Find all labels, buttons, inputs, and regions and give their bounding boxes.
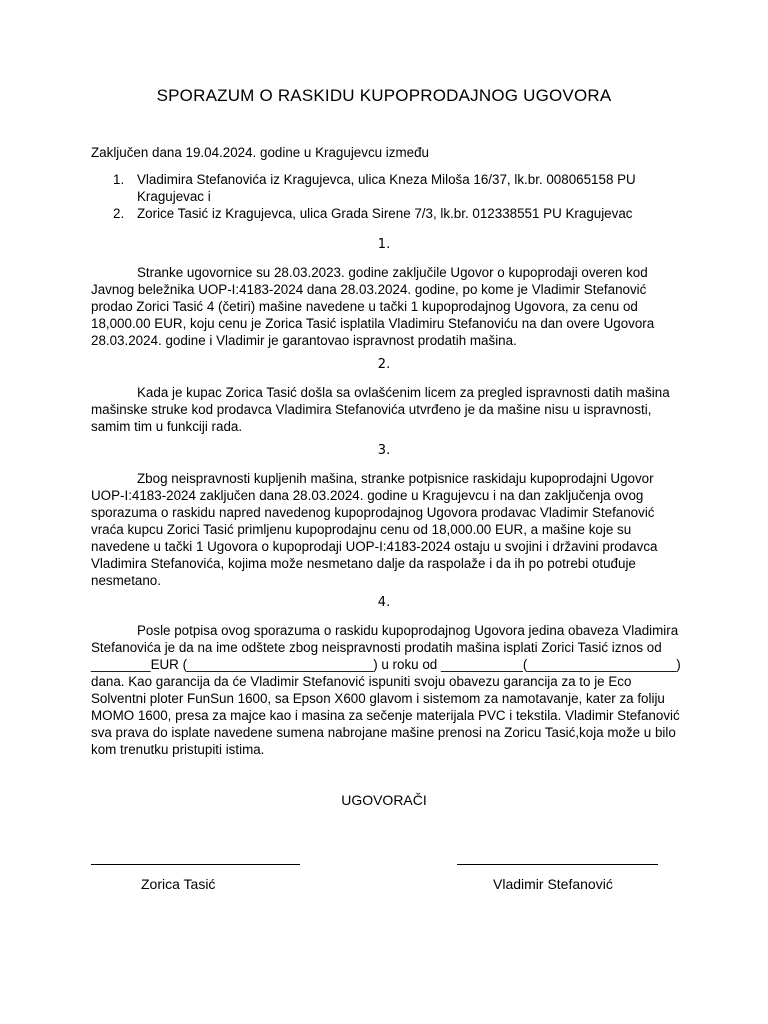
party-number: 2. bbox=[113, 206, 125, 221]
signer-name-left: Zorica Tasić bbox=[141, 876, 216, 892]
signers-heading: UGOVORAČI bbox=[341, 792, 427, 808]
section-4 bbox=[91, 622, 681, 758]
intro-line: Zaključen dana 19.04.2024. godine u Kragujevcu između bbox=[91, 145, 429, 160]
section-2 bbox=[91, 384, 681, 435]
section-paragraph: Posle potpisa ovog sporazuma o raskidu kupoprodajnog Ugovora jedina obaveza Vladimira Stefanovića je da na ime odštete zbog neispravnosti prodatih mašina isplati Zorici Tasić iznos od ________EUR (_________________________) u roku od ___________(____________________) dana. Kao garancija da će Vladimir Stefanović ispuniti svoju obavezu garancija za to je Eco Solventni ploter FunSun 1600, sa Epson X600 glavom i sistemom za namotavanje, kater za foliju MOMO 1600, presa za majce kao i masina za sečenje materijala PVC i tekstila. Vladimir Stefanović sva prava do isplate navedene sumena nabrojane mašine prenosi na Zoricu Tasić,koja može u bilo kom trenutku pristupiti istima. bbox=[91, 623, 681, 757]
section-paragraph: Zbog neispravnosti kupljenih mašina, stranke potpisnice raskidaju kupoprodajni Ugovor UOP-I:4183-2024 zaključen dana 28.03.2024. godine u Kragujevcu i na dan zaključenja ovog sporazuma o raskidu napred navedenog kupoprodajnog Ugovora prodavac Vladimir Stefanović vraća kupcu Zorici Tasić primljenu kupoprodajnu cenu od 18,000.00 EUR, a mašine koje su navedene u tački 1 Ugovora o kupoprodaji UOP-I:4183-2024 ostaju u svojini i državini prodavca Vladimira Stefanovića, kojima može nesmetano dalje da raspolaže i da ih po potrebi otuđuje nesmetano. bbox=[91, 471, 658, 588]
signer-name-right: Vladimir Stefanović bbox=[493, 876, 613, 892]
party-number: 1. bbox=[113, 172, 125, 187]
section-1 bbox=[91, 264, 681, 349]
section-number-3: 3. bbox=[377, 443, 391, 458]
section-paragraph: Kada je kupac Zorica Tasić došla sa ovlašćenim licem za pregled ispravnosti datih mašina mašinske struke kod prodavca Vladimira Stefanovića utvrđeno je da mašine nisu u ispravnosti, samim tim u funkciji rada. bbox=[91, 385, 670, 434]
section-number-2: 2. bbox=[377, 357, 391, 372]
signature-line-right bbox=[457, 864, 658, 865]
party-text: Vladimira Stefanovića iz Kragujevca, ulica Kneza Miloša 16/37, lk.br. 008065158 PU Kragujevac i bbox=[137, 172, 636, 204]
section-number-1: 1. bbox=[377, 237, 391, 252]
section-paragraph: Stranke ugovornice su 28.03.2023. godine zaključile Ugovor o kupoprodaji overen kod Javnog beležnika UOP-I:4183-2024 dana 28.03.2024. godine, po kome je Vladimir Stefanović prodao Zorici Tasić 4 (četiri) mašine navedene u tački 1 kupoprodajnog Ugovora, za cenu od 18,000.00 EUR, koju cenu je Zorica Tasić isplatila Vladimiru Stefanoviću na dan overe Ugovora 28.03.2024. godine i Vladimir je garantovao ispravnost prodatih mašina. bbox=[91, 265, 655, 348]
document-title: SPORAZUM O RASKIDU KUPOPRODAJNOG UGOVORA bbox=[156, 86, 612, 105]
party-list bbox=[91, 171, 681, 222]
party-text: Zorice Tasić iz Kragujevca, ulica Grada Sirene 7/3, lk.br. 012338551 PU Kragujevac bbox=[137, 206, 633, 221]
section-3 bbox=[91, 470, 681, 589]
section-number-4: 4. bbox=[377, 595, 391, 610]
party-item bbox=[91, 205, 681, 222]
party-item bbox=[91, 171, 681, 205]
signature-line-left bbox=[91, 864, 300, 865]
